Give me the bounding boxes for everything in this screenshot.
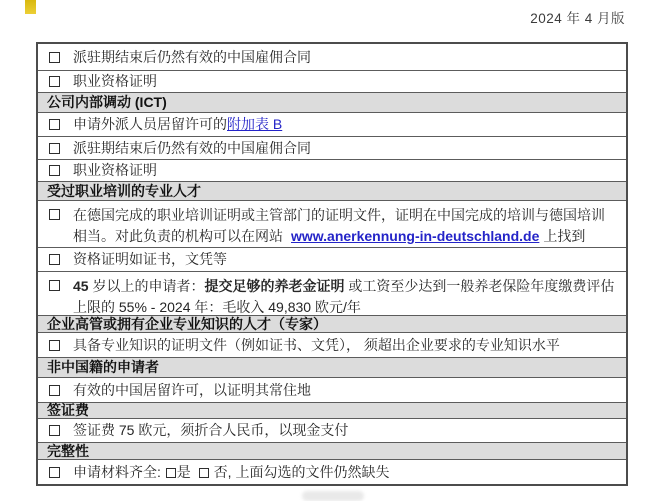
- checkbox-icon: [49, 467, 60, 478]
- row-text: [73, 205, 618, 247]
- checkbox-icon: [49, 254, 60, 265]
- checklist-row: [38, 159, 626, 181]
- row-text: 资格证明如证书，文凭等: [73, 251, 227, 267]
- section-header-completeness: [38, 442, 626, 459]
- row-text: 具备专业知识的证明文件（例如证书、文凭）， 须超出企业要求的专业知识水平: [73, 336, 560, 353]
- inline-checkbox-yes-icon: [166, 468, 176, 478]
- section-header-ict: [38, 92, 626, 112]
- section-title: 公司内部调动 (ICT): [47, 94, 167, 110]
- checklist-row: [38, 459, 626, 484]
- checkbox-icon: [49, 165, 60, 176]
- annex-b-link[interactable]: 附加表 B: [227, 116, 283, 132]
- section-title: 企业高管或拥有企业专业知识的人才（专家）: [47, 315, 327, 332]
- checklist-row: [38, 112, 626, 136]
- checklist-row: [38, 418, 626, 442]
- checkbox-icon: [49, 340, 60, 351]
- checkbox-icon: [49, 385, 60, 396]
- checklist-row: [38, 377, 626, 402]
- section-title: 受过职业培训的专业人才: [47, 182, 201, 199]
- row-text-after: 上找到: [543, 228, 586, 244]
- checkbox-icon: [49, 76, 60, 87]
- edition-label: 2024 年 4 月版: [530, 11, 625, 26]
- row-text: 职业资格证明: [73, 162, 157, 178]
- checklist-table: [36, 42, 628, 486]
- row-text: 职业资格证明: [73, 73, 157, 89]
- yes-label: 是: [176, 463, 191, 480]
- row-text-prefix: 申请外派人员居留许可的: [73, 116, 227, 132]
- row-text: 派驻期结束后仍然有效的中国雇佣合同: [73, 139, 311, 156]
- yellow-highlight-mark: [25, 0, 36, 14]
- checklist-row: [38, 271, 626, 315]
- section-header-non-chinese: [38, 357, 626, 377]
- row-text-before: 在德国完成的职业培训证明或主管部门的证明文件，证明在中国完成的培训与德国培训相当。对此负责的机构可以在网站: [73, 207, 605, 244]
- section-title: 签证费: [47, 402, 89, 418]
- checklist-row: [38, 136, 626, 159]
- checkbox-icon: [49, 280, 60, 291]
- section-title: 非中国籍的申请者: [47, 359, 159, 375]
- checklist-row: [38, 200, 626, 247]
- section-header-executives-experts: [38, 315, 626, 332]
- section-header-visa-fee: [38, 402, 626, 418]
- row-text: [73, 114, 618, 135]
- row-text: 有效的中国居留许可，以证明其常住地: [73, 381, 311, 398]
- row-text: [73, 462, 618, 483]
- row-text: [73, 276, 618, 318]
- checkbox-icon: [49, 209, 60, 220]
- row-text-plain: 岁以上的申请者：: [88, 278, 205, 294]
- row-text: 派驻期结束后仍然有效的中国雇佣合同: [73, 48, 311, 65]
- anerkennung-website-link[interactable]: www.anerkennung-in-deutschland.de: [291, 228, 540, 244]
- section-header-trained-professionals: [38, 181, 626, 200]
- row-text-bold: 提交足够的养老金证明: [204, 278, 345, 294]
- row-text: 签证费 75 欧元，须折合人民币，以现金支付: [73, 422, 349, 438]
- checkbox-icon: [49, 425, 60, 436]
- checklist-row: [38, 70, 626, 92]
- row-text-bold: 45: [73, 278, 89, 294]
- checkbox-icon: [49, 143, 60, 154]
- row-text-plain: 否, 上面勾选的文件仍然缺失: [209, 463, 390, 480]
- checklist-row: [38, 332, 626, 357]
- checkbox-icon: [49, 119, 60, 130]
- checklist-row: [38, 247, 626, 271]
- section-title: 完整性: [47, 442, 89, 459]
- row-text-plain: 申请材料齐全:: [73, 463, 165, 480]
- row-text-plain: 或工资至少达到一般养老保险年度缴费评估上限的 55% - 2024 年：毛收入 49,830 欧元/年: [73, 278, 615, 315]
- inline-checkbox-no-icon: [199, 468, 209, 478]
- checkbox-icon: [49, 52, 60, 63]
- checklist-row: [38, 44, 626, 70]
